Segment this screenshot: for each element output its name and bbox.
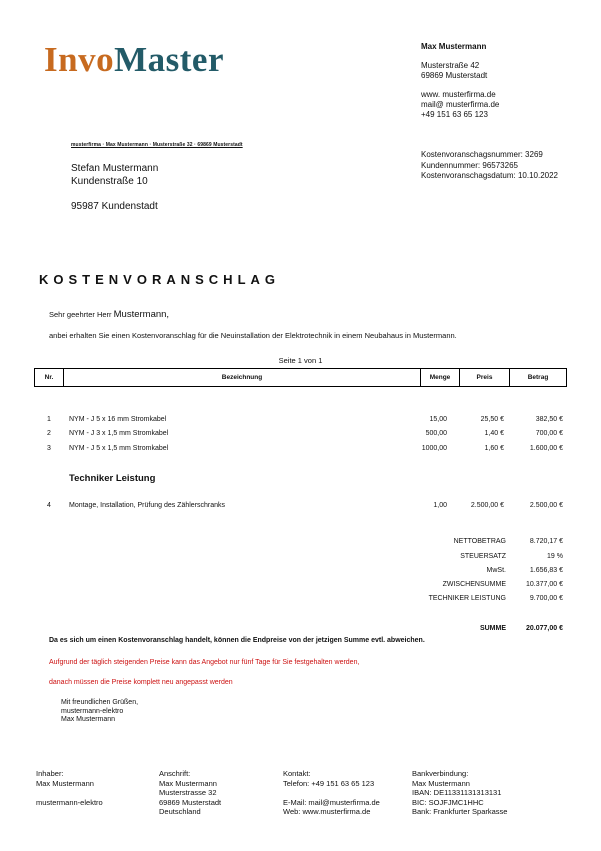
quote-number: Kostenvoranschagsnummer: 3269 (421, 150, 543, 159)
total-label: NETTOBETRAG (453, 538, 506, 545)
item-amount: 700,00 € (535, 430, 563, 437)
item-amount: 2.500,00 € (529, 502, 563, 509)
total-label: ZWISCHENSUMME (442, 581, 506, 588)
footer-contact-phone: Telefon: +49 151 63 65 123 (283, 778, 375, 788)
total-label: MwSt. (486, 567, 506, 574)
logo-part-1: Invo (44, 40, 115, 79)
footer-bank-bic: BIC: SOJFJMC1HHC (412, 797, 484, 807)
item-nr: 4 (47, 502, 51, 509)
quote-date: Kostenvoranschagsdatum: 10.10.2022 (421, 171, 558, 180)
footer-bank (412, 769, 507, 817)
closing-greeting: Mit freundlichen Grüßen, (61, 699, 139, 706)
col-amount: Betrag (510, 369, 567, 387)
closing (61, 699, 138, 725)
total-label: TECHNIKER LEISTUNG (428, 595, 506, 602)
sender-city: 69869 Musterstadt (421, 71, 488, 80)
return-address-line: musterfirma · Max Mustermann · Musterstraße 32 · 69869 Musterstadt (71, 142, 243, 148)
total-label: STEUERSATZ (460, 553, 506, 560)
footer-bank-iban: IBAN: DE11331131313131 (412, 788, 502, 797)
recipient-city: 95987 Kundenstadt (71, 201, 158, 212)
item-price: 2.500,00 € (470, 502, 504, 509)
footer-owner (36, 769, 103, 807)
footer-bank-heading: Bankverbindung: (412, 769, 469, 778)
footer-address-name: Max Mustermann (159, 778, 217, 788)
sum-label: SUMME (479, 625, 506, 632)
company-logo (44, 42, 224, 77)
item-price: 1,40 € (484, 430, 504, 437)
footer-address-country: Deutschland (159, 807, 201, 816)
item-quantity: 15,00 (429, 416, 447, 423)
items-table-header (34, 368, 567, 387)
footer-bank-name: Bank: Frankfurter Sparkasse (412, 807, 508, 816)
footer-owner-name: Max Mustermann (36, 778, 94, 788)
item-description: NYM - J 5 x 16 mm Stromkabel (69, 416, 167, 423)
sender-phone: +49 151 63 65 123 (421, 110, 488, 119)
item-description: NYM - J 5 x 1,5 mm Stromkabel (69, 445, 169, 452)
total-value: 10.377,00 € (526, 581, 563, 588)
page-info: Seite 1 von 1 (278, 356, 323, 365)
col-nr: Nr. (35, 369, 64, 387)
item-description: NYM - J 3 x 1,5 mm Stromkabel (69, 430, 169, 437)
warning-line-1: Aufgrund der täglich steigenden Preise kann das Angebot nur fünf Tage für Sie festgehalten werden, (49, 659, 360, 666)
item-nr: 3 (47, 445, 51, 452)
item-quantity: 1,00 (433, 502, 447, 509)
item-price: 1,60 € (484, 445, 504, 452)
footer-contact (283, 769, 380, 817)
sender-name: Max Mustermann (421, 42, 487, 51)
footer-contact-email: E-Mail: mail@musterfirma.de (283, 797, 380, 807)
footer-owner-heading: Inhaber: (36, 769, 64, 778)
item-amount: 1.600,00 € (529, 445, 563, 452)
total-value: 8.720,17 € (529, 538, 563, 545)
sum-value: 20.077,00 € (526, 625, 563, 632)
recipient-street: Kundenstraße 10 (71, 175, 148, 187)
sender-street: Musterstraße 42 (421, 61, 480, 70)
sender-mail: mail@ musterfirma.de (421, 100, 500, 109)
footer-contact-web: Web: www.musterfirma.de (283, 807, 371, 816)
warning-line-2: danach müssen die Preise komplett neu angepasst werden (49, 679, 233, 686)
recipient-name: Stefan Mustermann (71, 163, 159, 174)
sender-address (421, 42, 499, 120)
item-price: 25,50 € (480, 416, 504, 423)
total-value: 19 % (547, 553, 563, 560)
item-description: Montage, Installation, Prüfung des Zählerschranks (69, 502, 226, 509)
total-value: 9.700,00 € (529, 595, 563, 602)
recipient-address (71, 163, 158, 214)
salutation-prefix: Sehr geehrter Herr (49, 310, 114, 319)
quote-meta (421, 150, 558, 182)
item-nr: 2 (47, 430, 51, 437)
footer-address-street: Musterstrasse 32 (159, 788, 217, 797)
footer-address (159, 769, 221, 817)
footer-address-city: 69869 Musterstadt (159, 797, 222, 807)
intro-text: anbei erhalten Sie einen Kostenvoranschlag für die Neuinstallation der Elektrotechnik in einem Neubahaus in Mustermann. (49, 331, 457, 340)
item-quantity: 1000,00 (421, 445, 447, 452)
footer-contact-heading: Kontakt: (283, 769, 311, 778)
logo-part-2: Master (114, 40, 224, 79)
document-title: KOSTENVORANSCHLAG (39, 272, 281, 287)
footer-bank-holder: Max Mustermann (412, 778, 470, 788)
sender-web: www. musterfirma.de (421, 90, 496, 99)
salutation (49, 309, 169, 320)
total-value: 1.656,83 € (529, 567, 563, 574)
item-quantity: 500,00 (425, 430, 447, 437)
col-price: Preis (460, 369, 510, 387)
price-note: Da es sich um einen Kostenvoranschlag handelt, können die Endpreise von der jetzigen Summe evtl. abweichen. (49, 637, 425, 644)
item-nr: 1 (47, 416, 51, 423)
col-quantity: Menge (421, 369, 460, 387)
footer-address-heading: Anschrift: (159, 769, 191, 778)
customer-number: Kundennummer: 96573265 (421, 160, 518, 170)
item-amount: 382,50 € (535, 416, 563, 423)
section-title: Techniker Leistung (69, 473, 156, 484)
salutation-name: Mustermann, (113, 309, 170, 320)
footer-owner-company: mustermann-elektro (36, 797, 103, 807)
col-description: Bezeichnung (64, 369, 421, 387)
closing-name: Max Mustermann (61, 716, 116, 723)
closing-company: mustermann-elektro (61, 707, 124, 715)
